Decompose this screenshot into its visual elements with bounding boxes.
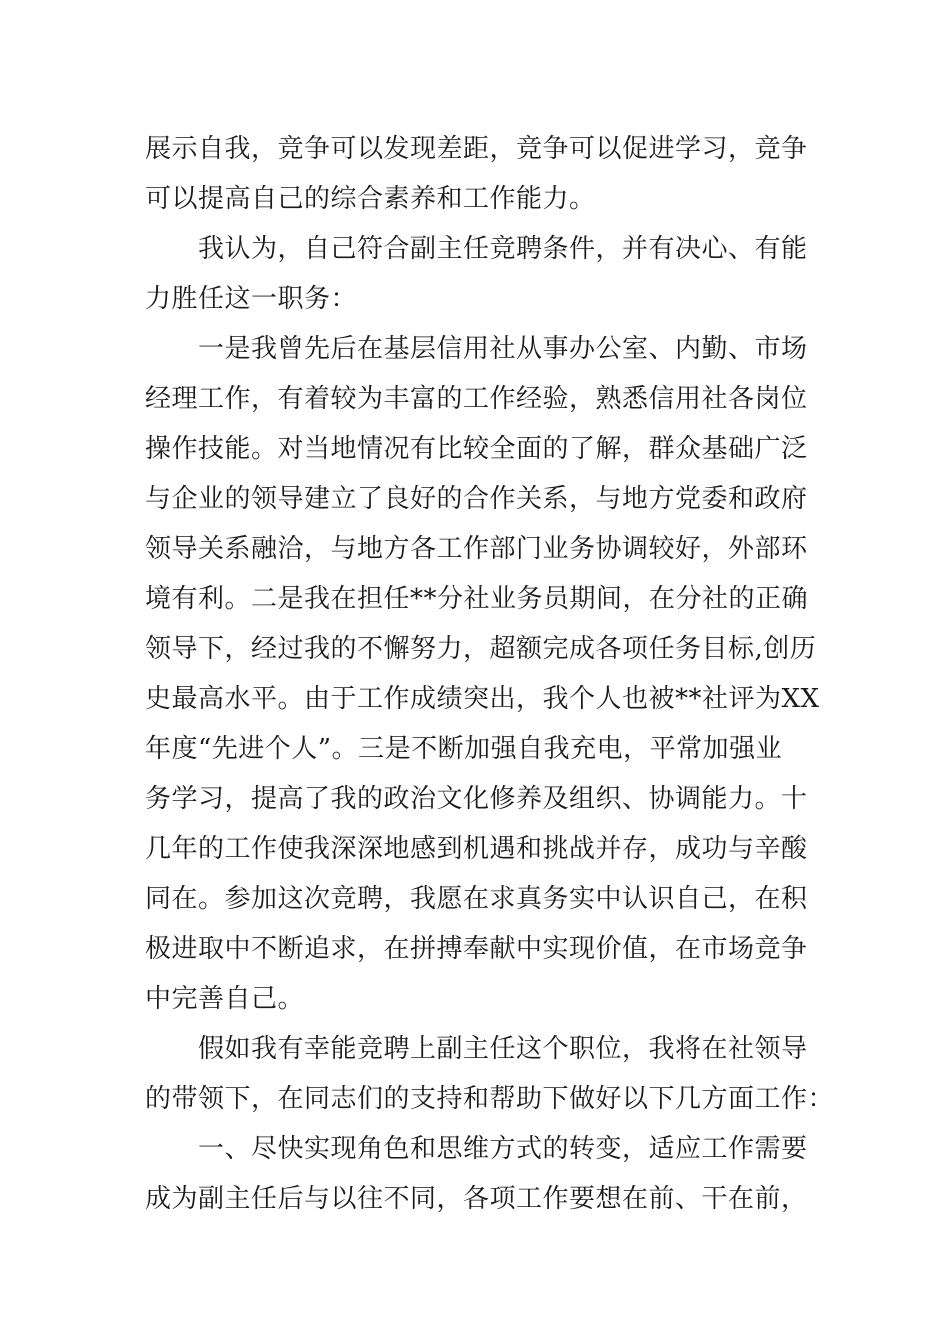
- text-line: 力胜任这一职务：: [145, 284, 358, 314]
- text-line: 成为副主任后与以往不同，各项工作要想在前、干在前，: [145, 1184, 808, 1214]
- text-line: 务学习，提高了我的政治文化修养及组织、协调能力。十: [145, 784, 808, 814]
- text-line: 境有利。二是我在担任**分社业务员期间，在分社的正确: [145, 584, 809, 614]
- text-line: 史最高水平。由于工作成绩突出，我个人也被**社评为XX: [145, 684, 820, 714]
- text-line: 与企业的领导建立了良好的合作关系，与地方党委和政府: [145, 484, 808, 514]
- text-line: 的带领下，在同志们的支持和帮助下做好以下几方面工作：: [145, 1084, 835, 1114]
- text-line: 年度“先进个人”。三是不断加强自我充电，平常加强业: [145, 734, 783, 764]
- paragraph-first-line: 一是我曾先后在基层信用社从事办公室、内勤、市场: [198, 334, 808, 364]
- text-line: 领导下，经过我的不懈努力，超额完成各项任务目标,创历: [145, 634, 817, 664]
- text-line: 领导关系融洽，与地方各工作部门业务协调较好，外部环: [145, 534, 808, 564]
- text-line: 经理工作，有着较为丰富的工作经验，熟悉信用社各岗位: [145, 384, 808, 414]
- text-line: 中完善自己。: [145, 984, 305, 1014]
- paragraph-first-line: 我认为，自己符合副主任竞聘条件，并有决心、有能: [198, 234, 808, 264]
- paragraph-first-line: 一、尽快实现角色和思维方式的转变，适应工作需要: [198, 1134, 808, 1164]
- text-line: 可以提高自己的综合素养和工作能力。: [145, 184, 596, 214]
- text-line: 操作技能。对当地情况有比较全面的了解，群众基础广泛: [145, 434, 808, 464]
- text-line: 同在。参加这次竞聘，我愿在求真务实中认识自己，在积: [145, 884, 808, 914]
- text-line: 极进取中不断追求，在拼搏奉献中实现价值，在市场竞争: [145, 934, 808, 964]
- text-line: 展示自我，竞争可以发现差距，竞争可以促进学习，竞争: [145, 134, 808, 164]
- paragraph-first-line: 假如我有幸能竞聘上副主任这个职位，我将在社领导: [198, 1034, 808, 1064]
- text-line: 几年的工作使我深深地感到机遇和挑战并存，成功与辛酸: [145, 834, 808, 864]
